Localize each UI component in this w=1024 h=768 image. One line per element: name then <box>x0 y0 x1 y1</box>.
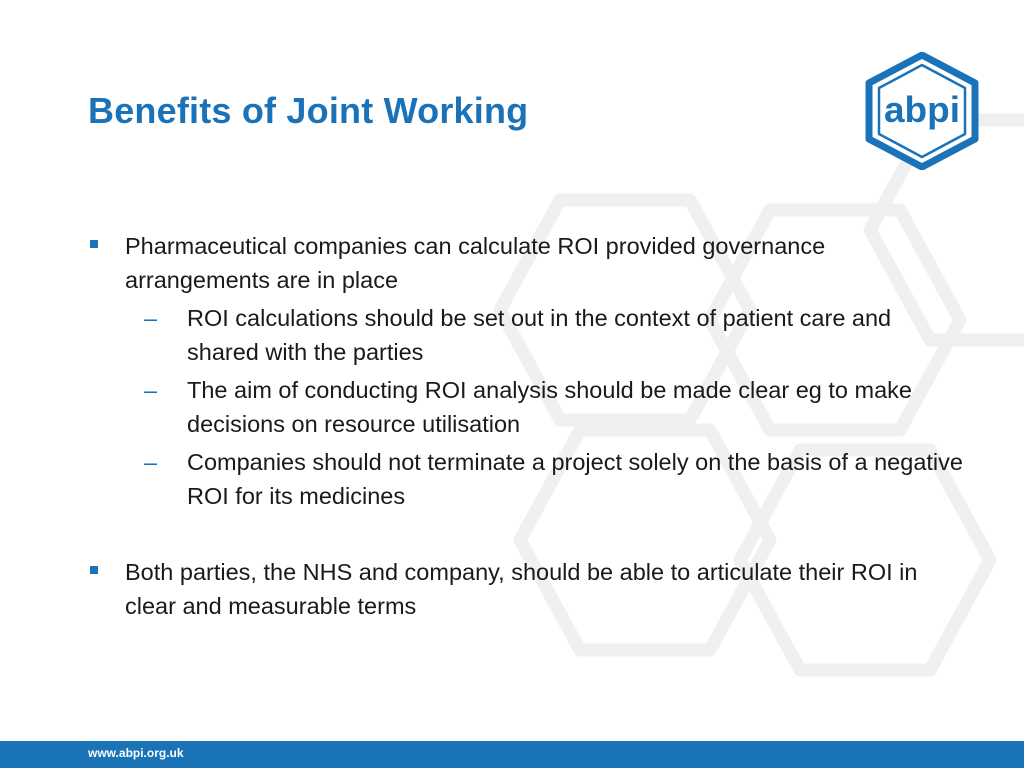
sub-bullet-item <box>88 373 968 441</box>
footer-bar <box>0 741 1024 768</box>
dash-bullet-icon: – <box>144 305 158 331</box>
slide-content <box>88 229 968 623</box>
square-bullet-icon <box>90 566 98 574</box>
sub-bullet-text: The aim of conducting ROI analysis should be made clear eg to make decisions on resource utilisation <box>187 377 912 437</box>
bullet-item-roi-calculation <box>88 229 968 297</box>
bullet-text: Pharmaceutical companies can calculate ROI provided governance arrangements are in place <box>125 233 826 293</box>
dash-bullet-icon: – <box>144 377 158 403</box>
sub-bullet-list <box>88 301 968 513</box>
abpi-logo <box>864 52 980 170</box>
dash-bullet-icon: – <box>144 449 158 475</box>
sub-bullet-text: Companies should not terminate a project solely on the basis of a negative ROI for its medicines <box>187 449 963 509</box>
footer-url-link[interactable]: www.abpi.org.uk <box>88 746 184 760</box>
sub-bullet-item <box>88 301 968 369</box>
slide-title: Benefits of Joint Working <box>88 90 529 131</box>
bullet-text: Both parties, the NHS and company, should be able to articulate their ROI in clear and measurable terms <box>125 559 918 619</box>
sub-bullet-item <box>88 445 968 513</box>
sub-bullet-text: ROI calculations should be set out in the context of patient care and shared with the parties <box>187 305 892 365</box>
square-bullet-icon <box>90 240 98 248</box>
bullet-item-articulate-roi <box>88 555 968 623</box>
abpi-logo-wordmark: abpi <box>884 89 960 130</box>
abpi-logo-hexagon-icon <box>864 52 980 170</box>
